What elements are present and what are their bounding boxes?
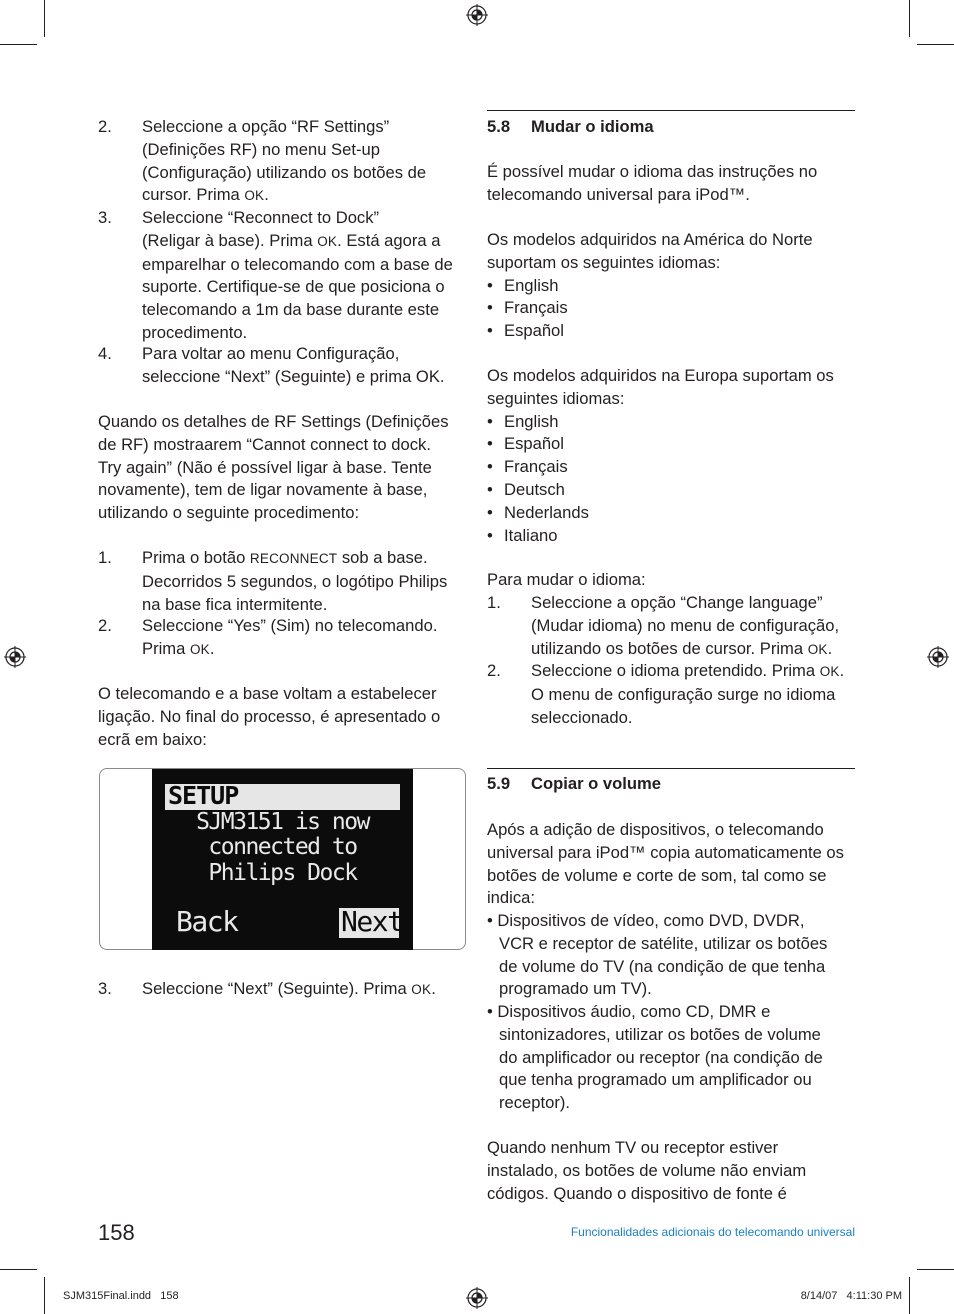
paragraph: Quando os detalhes de RF Settings (Definições de RF) mostraarem “Cannot connect to dock. Try again” (Não é possível ligar à base. Tente novamente), tem de ligar novamente à base, utilizando o seguinte procedimento: xyxy=(98,412,449,523)
crop-mark xyxy=(0,44,37,45)
screen-message-line: SJM3151 is now xyxy=(196,809,369,835)
screen-title: SETUP xyxy=(168,781,239,810)
crop-mark xyxy=(909,0,910,37)
list-item: • English xyxy=(487,275,862,298)
step-text: Para voltar ao menu Configuração, seleccione “Next” (Seguinte) e prima OK. xyxy=(142,344,445,386)
slug-file: SJM315Final.indd 158 xyxy=(63,1290,179,1302)
step-number: 1. xyxy=(487,593,501,612)
remote-lcd-screen xyxy=(152,769,413,950)
list-item: • Français xyxy=(487,297,862,320)
list-item: • Deutsch xyxy=(487,479,862,502)
paragraph: O telecomando e a base voltam a estabelecer ligação. No final do processo, é apresentado o ecrã em baixo: xyxy=(98,684,441,749)
back-softkey: Back xyxy=(176,905,238,938)
language-list xyxy=(487,275,862,343)
step-text: Seleccione o idioma pretendido. Prima OK. O menu de configuração surge no idioma seleccionado. xyxy=(531,661,845,727)
registration-mark-icon xyxy=(466,4,488,26)
running-footer: Funcionalidades adicionais do telecomando universal xyxy=(570,1225,855,1239)
ok-key-label: OK xyxy=(819,664,840,679)
ok-key-label: OK xyxy=(807,641,828,657)
ok-key-label: OK xyxy=(244,188,265,204)
slug-date: 8/14/07 4:11:30 PM xyxy=(800,1290,902,1302)
paragraph: Após a adição de dispositivos, o telecomando universal para iPod™ copia automaticamente os botões de volume e corte de som, tal como se indica: xyxy=(487,820,844,908)
language-list xyxy=(487,411,862,548)
bullet-item: • Dispositivos áudio, como CD, DMR e sintonizadores, utilizar os botões de volume do amplificador ou receptor (na condição de que tenha programado um amplificador ou receptor). xyxy=(487,1002,823,1113)
step-number: 3. xyxy=(98,208,112,227)
list-item: • English xyxy=(487,411,862,434)
page-number: 158 xyxy=(98,1220,135,1245)
section-rule xyxy=(487,110,855,111)
crop-mark xyxy=(44,1277,45,1314)
step-number: 3. xyxy=(98,979,112,998)
list-item: • Español xyxy=(487,320,862,343)
list-item: • Nederlands xyxy=(487,502,862,525)
crop-mark xyxy=(909,1277,910,1314)
reconnect-key-label: RECONNECT xyxy=(249,551,338,566)
step-text: Seleccione “Reconnect to Dock” (Religar à base). Prima OK. Está agora a emparelhar o telecomando com a base de suporte. Certifique-se de que posiciona o telecomando a 1m da base durante este procedimento. xyxy=(142,208,453,342)
screen-message-line: connected to xyxy=(208,834,357,860)
section-heading xyxy=(487,773,662,796)
crop-mark xyxy=(44,0,45,37)
step-number: 1. xyxy=(98,548,112,567)
ok-key-label: OK xyxy=(411,982,432,997)
ok-key-label: OK xyxy=(317,233,338,249)
section-title: Mudar o idioma xyxy=(531,117,654,136)
paragraph: É possível mudar o idioma das instruções no telecomando universal para iPod™. xyxy=(487,162,818,204)
crop-mark xyxy=(917,44,954,45)
step-text: Seleccione “Next” (Seguinte). Prima OK. xyxy=(142,979,436,998)
section-number: 5.8 xyxy=(487,117,511,136)
next-softkey: Next xyxy=(341,905,403,938)
paragraph: Os modelos adquiridos na Europa suportam os seguintes idiomas: • English • Español • Français • Deutsch • Nederlands • Italiano xyxy=(487,365,862,547)
registration-mark-icon xyxy=(927,646,949,668)
registration-mark-icon xyxy=(466,1287,488,1309)
paragraph: Para mudar o idioma: xyxy=(487,570,646,589)
step-text: Seleccione a opção “RF Settings” (Definições RF) no menu Set-up (Configuração) utilizando os botões de cursor. Prima OK. xyxy=(142,117,427,205)
paragraph: Os modelos adquiridos na América do Norte suportam os seguintes idiomas: • English • Français • Español xyxy=(487,229,862,343)
step-text: Seleccione a opção “Change language” (Mudar idioma) no menu de configuração, utilizando os botões de cursor. Prima OK. xyxy=(531,593,840,658)
list-item: • Italiano xyxy=(487,525,862,548)
crop-mark xyxy=(917,1269,954,1270)
list-item: • Español xyxy=(487,433,862,456)
crop-mark xyxy=(0,1269,37,1270)
section-heading xyxy=(487,116,654,139)
step-number: 2. xyxy=(487,661,501,680)
ok-key-label: OK xyxy=(189,641,210,657)
step-number: 2. xyxy=(98,117,112,136)
paragraph: Quando nenhum TV ou receptor estiver instalado, os botões de volume não enviam códigos. Quando o dispositivo de fonte é xyxy=(487,1138,807,1203)
step-number: 2. xyxy=(98,616,112,635)
step-number: 4. xyxy=(98,344,112,363)
screen-message-line: Philips Dock xyxy=(208,860,357,886)
section-rule xyxy=(487,768,855,769)
step-text: Prima o botão RECONNECT sob a base. Decorridos 5 segundos, o logótipo Philips na base fica intermitente. xyxy=(142,548,448,614)
section-number: 5.9 xyxy=(487,774,511,793)
section-title: Copiar o volume xyxy=(531,774,662,793)
registration-mark-icon xyxy=(4,646,26,668)
bullet-item: • Dispositivos de vídeo, como DVD, DVDR, VCR e receptor de satélite, utilizar os botões de volume do TV (na condição de que tenha programado um TV). xyxy=(487,911,828,999)
list-item: • Français xyxy=(487,456,862,479)
step-text: Seleccione “Yes” (Sim) no telecomando. Prima OK. xyxy=(142,616,438,658)
